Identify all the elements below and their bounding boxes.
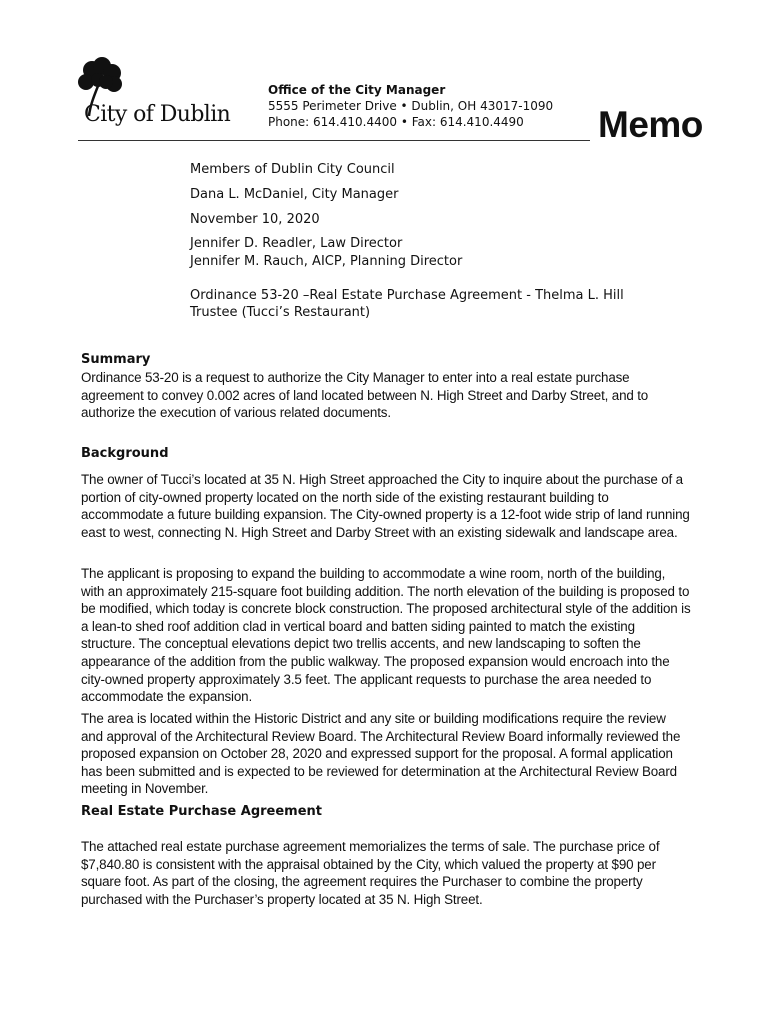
initiated-by-value-1: Jennifer D. Readler, Law Director (190, 236, 403, 251)
header-divider (78, 140, 590, 141)
background-paragraph-2: The applicant is proposing to expand the building to accommodate a wine room, north of the building, with an approximately 215-square foot building addition. The north elevation of the building is proposed to be modified, which today is concrete block construction. The proposed architectural style of the addition is a lean-to shed roof addition clad in vertical board and batten siding painted to match the existing structure. The conceptual elevations depict two trellis accents, and new landscaping to soften the appearance of the addition from the public walkway. The proposed expansion would encroach into the city-owned property approximately 3.5 feet. The applicant requests to purchase the area needed to accommodate the expansion. (81, 566, 691, 705)
city-logo (72, 56, 252, 132)
background-paragraph-3: The area is located within the Historic District and any site or building modifications require the review and approval of the Architectural Review Board. The Architectural Review Board informally reviewed the proposed expansion on October 28, 2020 and expressed support for the proposal. A formal application has been submitted and is expected to be reviewed for determination at the Architectural Review Board meeting in November. (81, 711, 681, 797)
from-value: Dana L. McDaniel, City Manager (190, 187, 399, 202)
agreement-paragraph: The attached real estate purchase agreement memorializes the terms of sale. The purchase price of $7,840.80 is consistent with the appraisal obtained by the City, which valued the property at $90 per square foot. As part of the closing, the agreement requires the Purchaser to combine the property purchased with the Purchaser’s property located at 35 N. High Street. (81, 839, 660, 907)
background-heading: Background (81, 446, 169, 461)
re-value-1: Ordinance 53-20 –Real Estate Purchase Agreement - Thelma L. Hill (190, 288, 624, 303)
summary-heading: Summary (81, 352, 151, 367)
initiated-by-value-2: Jennifer M. Rauch, AICP, Planning Director (190, 254, 463, 269)
background-paragraph-1: The owner of Tucci’s located at 35 N. High Street approached the City to inquire about the purchase of a portion of city-owned property located on the north side of the existing restaurant building to accommodate a future building expansion. The City-owned property is a 12-foot wide strip of land running east to west, connecting N. High Street and Darby Street with an existing sidewalk and landscape area. (81, 472, 690, 540)
summary-paragraph: Ordinance 53-20 is a request to authorize the City Manager to enter into a real estate purchase agreement to convey 0.002 acres of land located between N. High Street and Darby Street, and to authorize the execution of various related documents. (81, 370, 649, 421)
office-address-block (268, 82, 553, 130)
re-value-2: Trustee (Tucci’s Restaurant) (190, 305, 371, 320)
office-phone-fax: Phone: 614.410.4400 • Fax: 614.410.4490 (268, 115, 524, 129)
agreement-heading: Real Estate Purchase Agreement (81, 804, 322, 819)
to-value: Members of Dublin City Council (190, 162, 395, 177)
date-value: November 10, 2020 (190, 212, 320, 227)
office-title: Office of the City Manager (268, 83, 446, 97)
office-address: 5555 Perimeter Drive • Dublin, OH 43017-1090 (268, 99, 554, 113)
memo-heading: Memo (598, 104, 703, 145)
logo-text: City of Dublin (84, 102, 231, 127)
